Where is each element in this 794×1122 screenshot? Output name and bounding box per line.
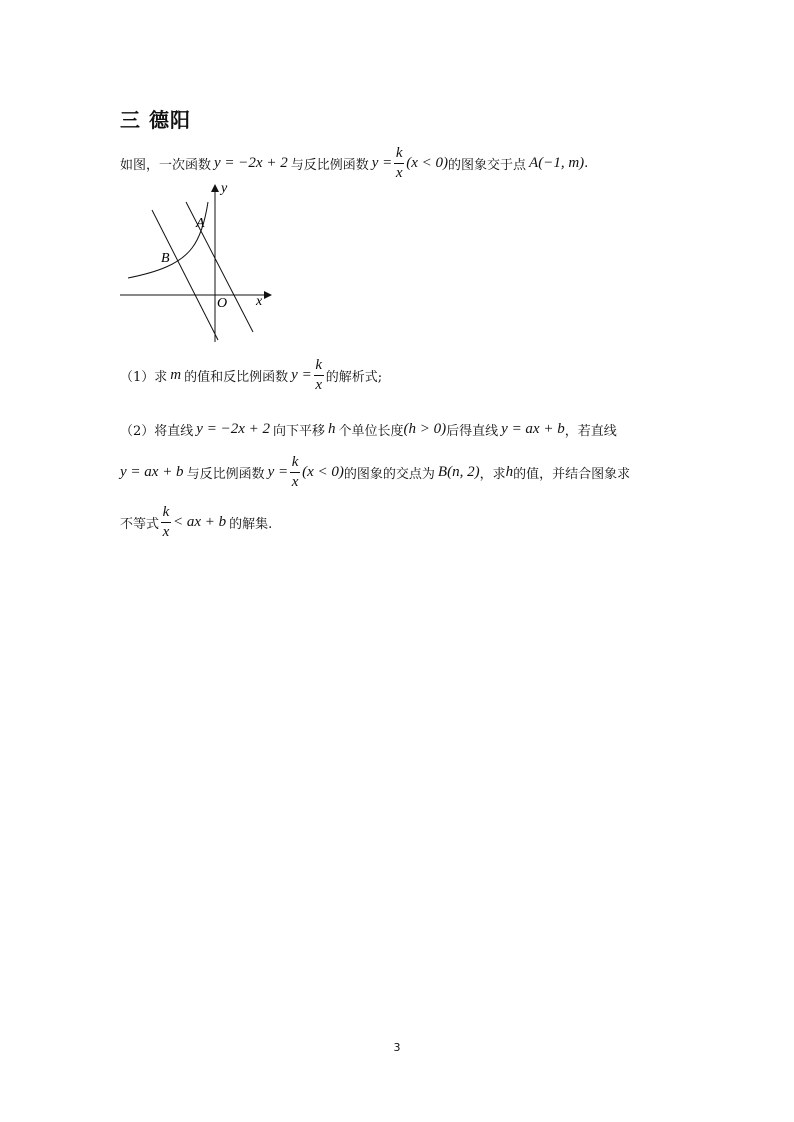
q2-var-h: h (328, 421, 336, 437)
page-number: 3 (393, 1041, 401, 1054)
q2-cond-h: (h > 0) (403, 421, 447, 437)
intro-end: . (584, 156, 589, 171)
intro-frac-den: x (395, 165, 403, 181)
label-point-a: A (196, 216, 205, 231)
q1-lhs: y = (291, 367, 312, 383)
q2-frac-num: k (291, 454, 299, 470)
section-heading: 三 德阳 (120, 108, 191, 132)
q2-ineq-den: x (162, 524, 170, 540)
q2-eq1: y = −2x + 2 (196, 421, 270, 437)
intro-fraction (394, 146, 404, 181)
q2-text5: ，若直线 (564, 424, 617, 439)
q1-number: （1） (120, 370, 155, 385)
q1-fraction (314, 358, 324, 393)
q2-text8: ，求 (479, 467, 506, 482)
intro-prefix: 如图，一次函数 (120, 158, 212, 173)
intro-cond: (x < 0) (406, 155, 449, 171)
hyperbola-curve (128, 202, 208, 278)
label-y: y (221, 181, 228, 196)
q2-text1: 将直线 (154, 424, 194, 439)
q2-fraction (290, 455, 300, 490)
q2-text4: 后得直线 (446, 424, 499, 439)
q2-ineq-rhs: < ax + b (173, 514, 227, 530)
q2-point: B(n, 2) (437, 464, 480, 480)
q1-var-m: m (170, 367, 182, 383)
q1-text1: 求 (154, 370, 168, 385)
graph-figure (118, 180, 278, 345)
q2-text3: 个单位长度 (338, 424, 404, 439)
q2-text2: 向下平移 (272, 424, 325, 439)
q2-text11: 的解集. (229, 517, 273, 532)
line-shifted (152, 210, 218, 340)
label-x: x (256, 294, 263, 309)
q2-lhs: y = (267, 464, 289, 480)
intro-eq1: y = −2x + 2 (214, 155, 288, 171)
question-2-line-2 (120, 455, 630, 490)
intro-point: A(−1, m) (529, 155, 585, 171)
q2-var-h2: h (505, 464, 514, 480)
q2-ineq-num: k (162, 504, 170, 520)
q2-text6: 与反比例函数 (186, 467, 265, 482)
intro-lhs: y = (371, 155, 393, 171)
label-point-b: B (161, 251, 170, 266)
q1-text3: 的解析式; (325, 370, 383, 385)
q2-eq3: y = ax + b (120, 464, 184, 480)
q2-frac-den: x (291, 474, 299, 490)
intro-frac-num: k (395, 145, 403, 161)
q2-ineq-fraction (161, 505, 171, 540)
question-2-line-1 (120, 420, 617, 439)
q2-text9: 的值，并结合图象求 (513, 467, 631, 482)
intro-mid2: 的图象交于点 (448, 158, 527, 173)
q2-eq2: y = ax + b (501, 421, 565, 437)
question-1 (120, 358, 382, 393)
intro-line (120, 146, 588, 181)
intro-mid1: 与反比例函数 (290, 158, 369, 173)
q1-frac-num: k (315, 357, 323, 373)
q2-text7: 的图象的交点为 (343, 467, 435, 482)
q2-cond: (x < 0) (302, 464, 344, 480)
q2-text10: 不等式 (120, 517, 160, 532)
q2-number: （2） (120, 424, 155, 439)
q1-text2: 的值和反比例函数 (184, 370, 289, 385)
question-2-line-3 (120, 505, 272, 540)
label-origin: O (217, 296, 228, 311)
q1-frac-den: x (315, 377, 323, 393)
